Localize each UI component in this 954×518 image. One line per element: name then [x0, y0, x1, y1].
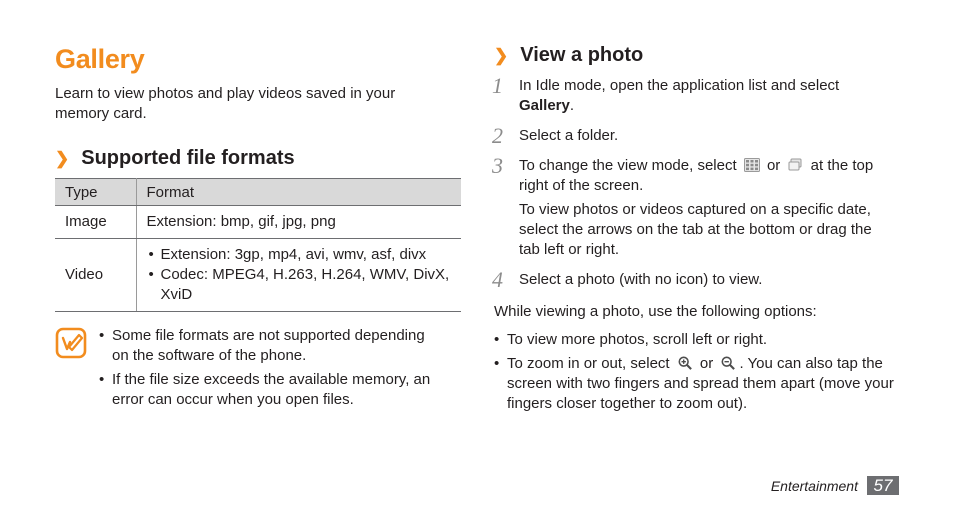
- chevron-right-icon: ❯: [494, 45, 509, 65]
- zoom-out-icon: [720, 356, 736, 370]
- formats-section-heading: [55, 147, 461, 170]
- stack-view-icon: [787, 158, 803, 172]
- options-intro: While viewing a photo, use the following options:: [494, 303, 817, 320]
- list-item: • Extension: 3gp, mp4, avi, wmv, asf, divx: [147, 245, 452, 265]
- intro-text: Learn to view photos and play videos saved in your memory card.: [55, 85, 396, 122]
- page-number-badge: 57: [867, 476, 899, 495]
- table-cell-format: Extension: bmp, gif, jpg, png: [136, 206, 461, 239]
- table-cell-type: Image: [55, 206, 136, 239]
- step-number: 1: [492, 73, 503, 98]
- chevron-right-icon: ❯: [55, 148, 70, 168]
- page-footer: [760, 476, 899, 495]
- list-item: • To view more photos, scroll left or right.: [494, 330, 894, 350]
- list-item: • Some file formats are not supported depending on the software of the phone.: [99, 326, 445, 366]
- step-number: 4: [492, 267, 503, 292]
- view-section-heading: [494, 44, 894, 67]
- formats-table: [55, 178, 461, 312]
- list-item: • Codec: MPEG4, H.263, H.264, WMV, DivX, XviD: [147, 265, 452, 305]
- note-block: [55, 326, 461, 414]
- table-header-type: Type: [55, 179, 136, 206]
- table-header-row: [55, 179, 461, 206]
- right-column: [494, 44, 894, 418]
- step-1: 1 In Idle mode, open the application list and select Gallery.: [492, 73, 840, 114]
- gallery-term: Gallery: [519, 97, 570, 114]
- formats-heading-text: Supported file formats: [81, 147, 295, 169]
- table-cell-format: [136, 239, 461, 312]
- steps-list: [492, 73, 894, 292]
- list-item: • If the file size exceeds the available memory, an error can occur when you open files.: [99, 370, 445, 410]
- table-row: [55, 206, 461, 239]
- page-title: Gallery: [55, 44, 145, 74]
- grid-view-icon: [744, 158, 760, 172]
- zoom-in-icon: [677, 356, 693, 370]
- list-item: • To zoom in or out, select or . You can also tap the screen with two fingers and spread them apart (move your fingers closer together to zoom out).: [494, 354, 894, 414]
- step-2: 2 Select a folder.: [492, 123, 619, 148]
- note-pencil-icon: [55, 327, 87, 359]
- step-4: 4 Select a photo (with no icon) to view.: [492, 267, 763, 292]
- step-3: 3 To change the view mode, select or at the top right of the screen. To view photos or videos captured on a specific date, select the arrows on the tab at the bottom or drag the tab left or right.: [492, 153, 874, 258]
- table-header-format: Format: [136, 179, 461, 206]
- left-column: [55, 44, 461, 414]
- table-cell-type: Video: [55, 239, 136, 312]
- footer-section-label: Entertainment: [770, 477, 858, 494]
- format-list: [147, 245, 452, 305]
- step-number: 2: [492, 123, 503, 148]
- note-list: [99, 326, 445, 414]
- options-list: [494, 330, 894, 414]
- step-number: 3: [492, 153, 503, 178]
- table-row: [55, 239, 461, 312]
- view-heading-text: View a photo: [520, 44, 644, 66]
